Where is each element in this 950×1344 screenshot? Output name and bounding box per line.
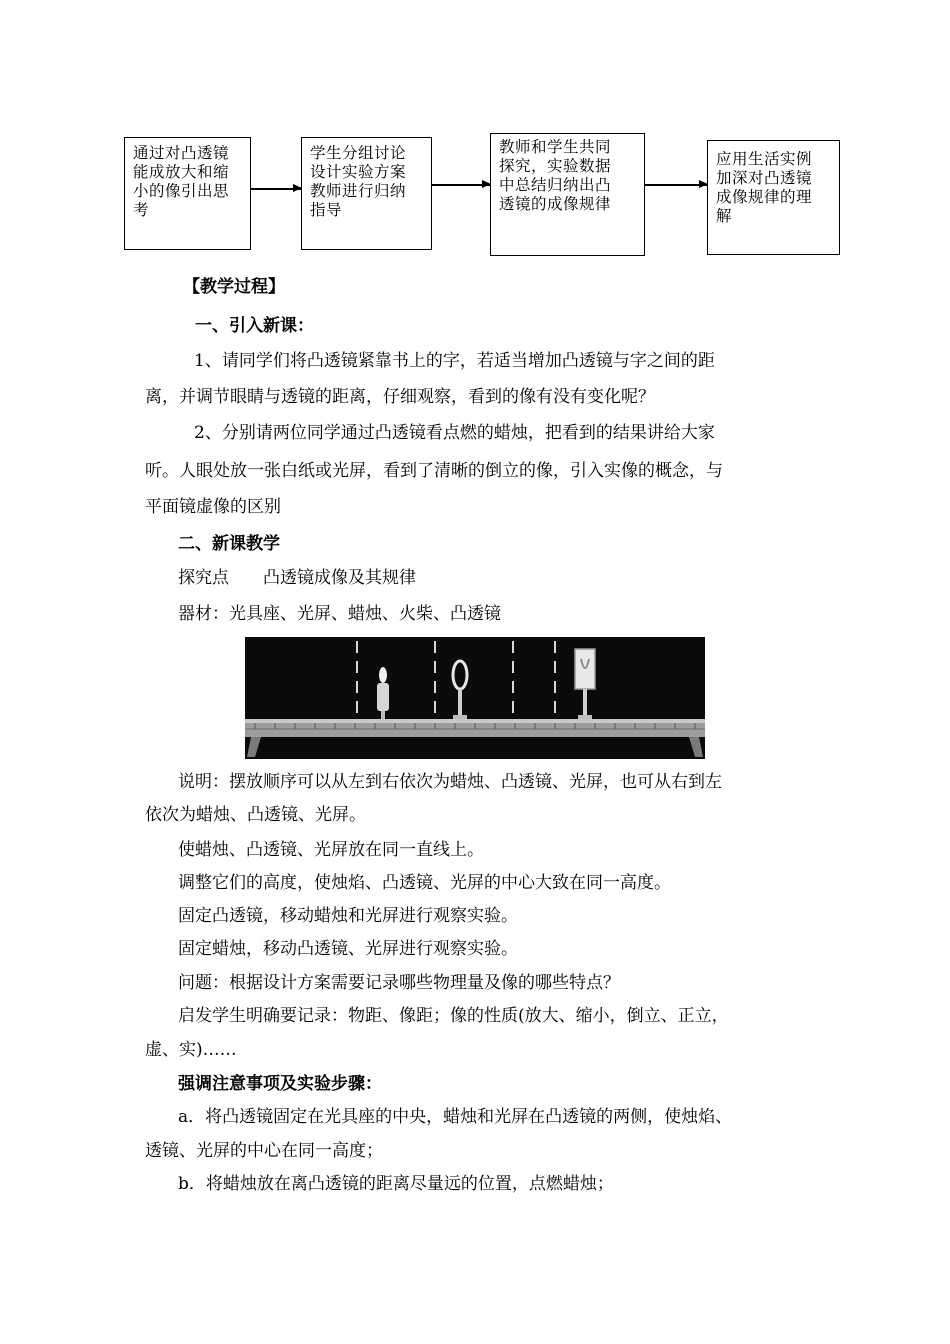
flow-arrow-1 (251, 188, 301, 190)
note-line: 说明：摆放顺序可以从左到右依次为蜡烛、凸透镜、光屏，也可从右到左 (178, 772, 722, 792)
paragraph-2-line: 2、分别请两位同学通过凸透镜看点燃的蜡烛，把看到的结果讲给大家 (194, 423, 715, 443)
flow-step-1 (124, 137, 251, 250)
section-2-title: 二、新课教学 (178, 534, 280, 554)
flow-step-3-line: 探究，实验数据 (499, 157, 612, 175)
flow-step-2-line: 指导 (310, 201, 343, 219)
flow-step-3 (490, 133, 645, 256)
flow-arrow-2 (432, 184, 490, 186)
flow-step-2-line: 学生分组讨论 (310, 144, 407, 162)
equipment-list: 器材：光具座、光屏、蜡烛、火柴、凸透镜 (178, 604, 501, 624)
step-b-line: b．将蜡烛放在离凸透镜的距离尽量远的位置，点燃蜡烛； (178, 1174, 614, 1194)
hint-line: 启发学生明确要记录：物距、像距；像的性质(放大、缩小，倒立、正立， (178, 1006, 729, 1026)
flow-step-2 (301, 137, 432, 250)
hint-line: 虚、实)…… (145, 1040, 237, 1060)
paragraph-2-line: 听。人眼处放一张白纸或光屏，看到了清晰的倒立的像，引入实像的概念，与 (145, 461, 723, 481)
step-a-line: a．将凸透镜固定在光具座的中央，蜡烛和光屏在凸透镜的两侧，使烛焰、 (178, 1107, 733, 1127)
paragraph-1-line: 离，并调节眼睛与透镜的距离，仔细观察，看到的像有没有变化呢？ (145, 387, 655, 407)
step-line: 使蜡烛、凸透镜、光屏放在同一直线上。 (178, 840, 484, 860)
flow-step-4-line: 应用生活实例 (716, 150, 813, 168)
step-a-line: 透镜、光屏的中心在同一高度； (145, 1141, 383, 1161)
paragraph-1-line: 1、请同学们将凸透镜紧靠书上的字，若适当增加凸透镜与字之间的距 (194, 351, 715, 371)
flow-step-2-line: 教师进行归纳 (310, 182, 407, 200)
step-line: 固定凸透镜，移动蜡烛和光屏进行观察实验。 (178, 906, 518, 926)
step-line: 固定蜡烛，移动凸透镜、光屏进行观察实验。 (178, 939, 518, 959)
step-line: 调整它们的高度，使烛焰、凸透镜、光屏的中心大致在同一高度。 (178, 873, 671, 893)
flow-step-4 (707, 140, 840, 255)
flow-step-1-line: 通过对凸透镜 (133, 144, 230, 162)
flow-step-1-line: 能成放大和缩 (133, 163, 230, 181)
flow-step-3-line: 中总结归纳出凸 (499, 176, 612, 194)
flow-step-3-line: 透镜的成像规律 (499, 195, 612, 213)
emphasis-title: 强调注意事项及实验步骤： (178, 1074, 382, 1094)
section-1-title: 一、引入新课： (195, 316, 314, 336)
flow-step-4-line: 解 (716, 207, 733, 225)
flow-step-4-line: 加深对凸透镜 (716, 169, 813, 187)
note-line: 依次为蜡烛、凸透镜、光屏。 (145, 805, 366, 825)
flow-step-4-line: 成像规律的理 (716, 188, 813, 206)
flow-step-1-line: 考 (133, 201, 150, 219)
flow-step-1-line: 小的像引出思 (133, 182, 230, 200)
heading-teaching-process: 【教学过程】 (183, 277, 285, 297)
explore-point: 探究点 凸透镜成像及其规律 (178, 568, 416, 588)
flow-step-2-line: 设计实验方案 (310, 163, 407, 181)
optical-bench-photo (245, 637, 705, 759)
flow-arrow-3 (645, 184, 707, 186)
flow-step-3-line: 教师和学生共同 (499, 138, 612, 156)
question-line: 问题：根据设计方案需要记录哪些物理量及像的哪些特点？ (178, 973, 620, 993)
paragraph-2-line: 平面镜虚像的区别 (145, 497, 281, 517)
